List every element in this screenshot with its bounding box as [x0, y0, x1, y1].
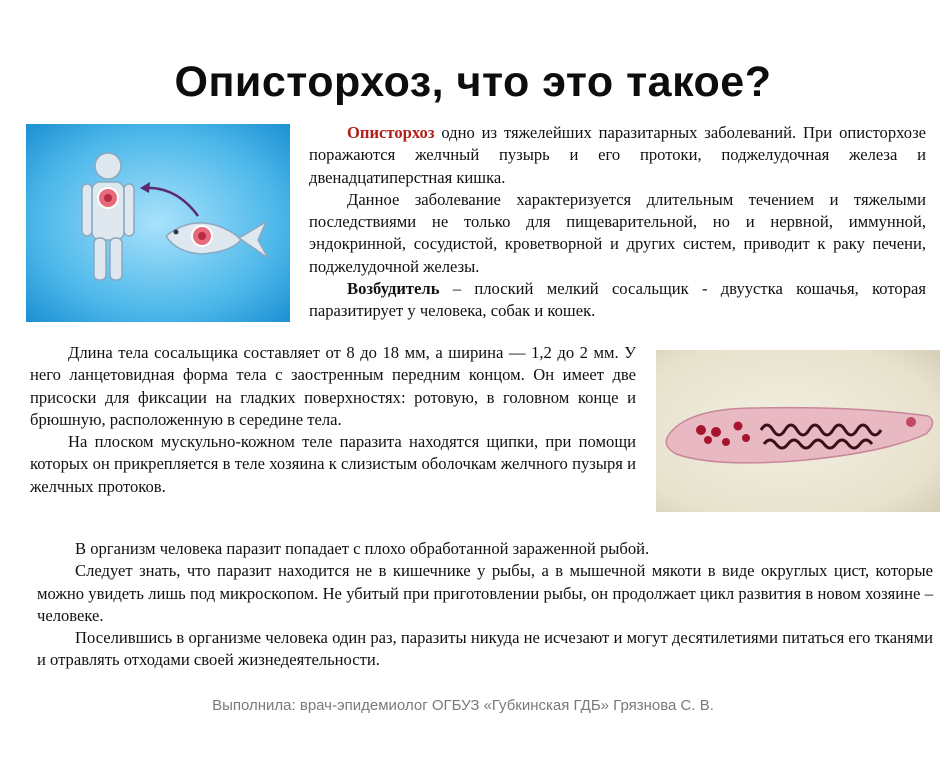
paragraph: Длина тела сосальщика составляет от 8 до 18 мм, а ширина — 1,2 до 2 мм. У него ланцетовидная форма тела с заостренным передним концом. Он имеет две присоски для фиксации на гладких поверхностях: ротовую, в головном конце и брюшную, расположенную в середине тела.: [30, 343, 636, 429]
infection-route-block: [37, 538, 933, 672]
infection-illustration: [26, 124, 290, 322]
paragraph: [309, 278, 926, 323]
paragraph-text: одно из тяжелейших паразитарных заболеваний. При описторхозе поражаются желчный пузырь и его протоки, поджелудочная железа и двенадцатиперстная кишка.: [309, 123, 926, 187]
term-highlight: Описторхоз: [347, 123, 435, 142]
term-bold: Возбудитель: [347, 279, 440, 299]
paragraph: Данное заболевание характеризуется длительным течением и тяжелыми последствиями не только для пищеварительной, но и нервной, иммунной, эндокринной, сосудистой, кроветворной и других систем, приводит к раку печени, поджелудочной железы.: [309, 189, 926, 276]
fluke-microscope-image: [656, 350, 940, 512]
intro-text-block: [309, 122, 926, 323]
paragraph-text: – плоский мелкий сосальщик - двуустка кошачья, которая паразитирует у человека, собак и кошек.: [309, 279, 926, 321]
author-footer: Выполнила: врач-эпидемиолог ОГБУЗ «Губкинская ГДБ» Грязнова С. В.: [212, 697, 714, 714]
paragraph: На плоском мускульно-кожном теле паразита находятся щипки, при помощи которых он прикрепляется в теле хозяина к слизистым оболочкам желчного пузыря и желчных протоков.: [30, 432, 636, 496]
page-title: Описторхоз, что это такое?: [174, 58, 772, 106]
paragraph: [309, 122, 926, 189]
parasite-description-block: [30, 342, 636, 498]
paragraph: В организм человека паразит попадает с плохо обработанной зараженной рыбой.: [75, 539, 650, 558]
paragraph: Поселившись в организме человека один раз, паразиты никуда не исчезают и могут десятилетиями питаться его тканями и отравлять отходами своей жизнедеятельности.: [37, 628, 933, 670]
paragraph: Следует знать, что паразит находится не в кишечнике у рыбы, а в мышечной мякоти в виде округлых цист, которые можно увидеть лишь под микроскопом. Не убитый при приготовлении рыбы, он продолжает цикл развития в новом хозяине – человеке.: [37, 561, 933, 625]
